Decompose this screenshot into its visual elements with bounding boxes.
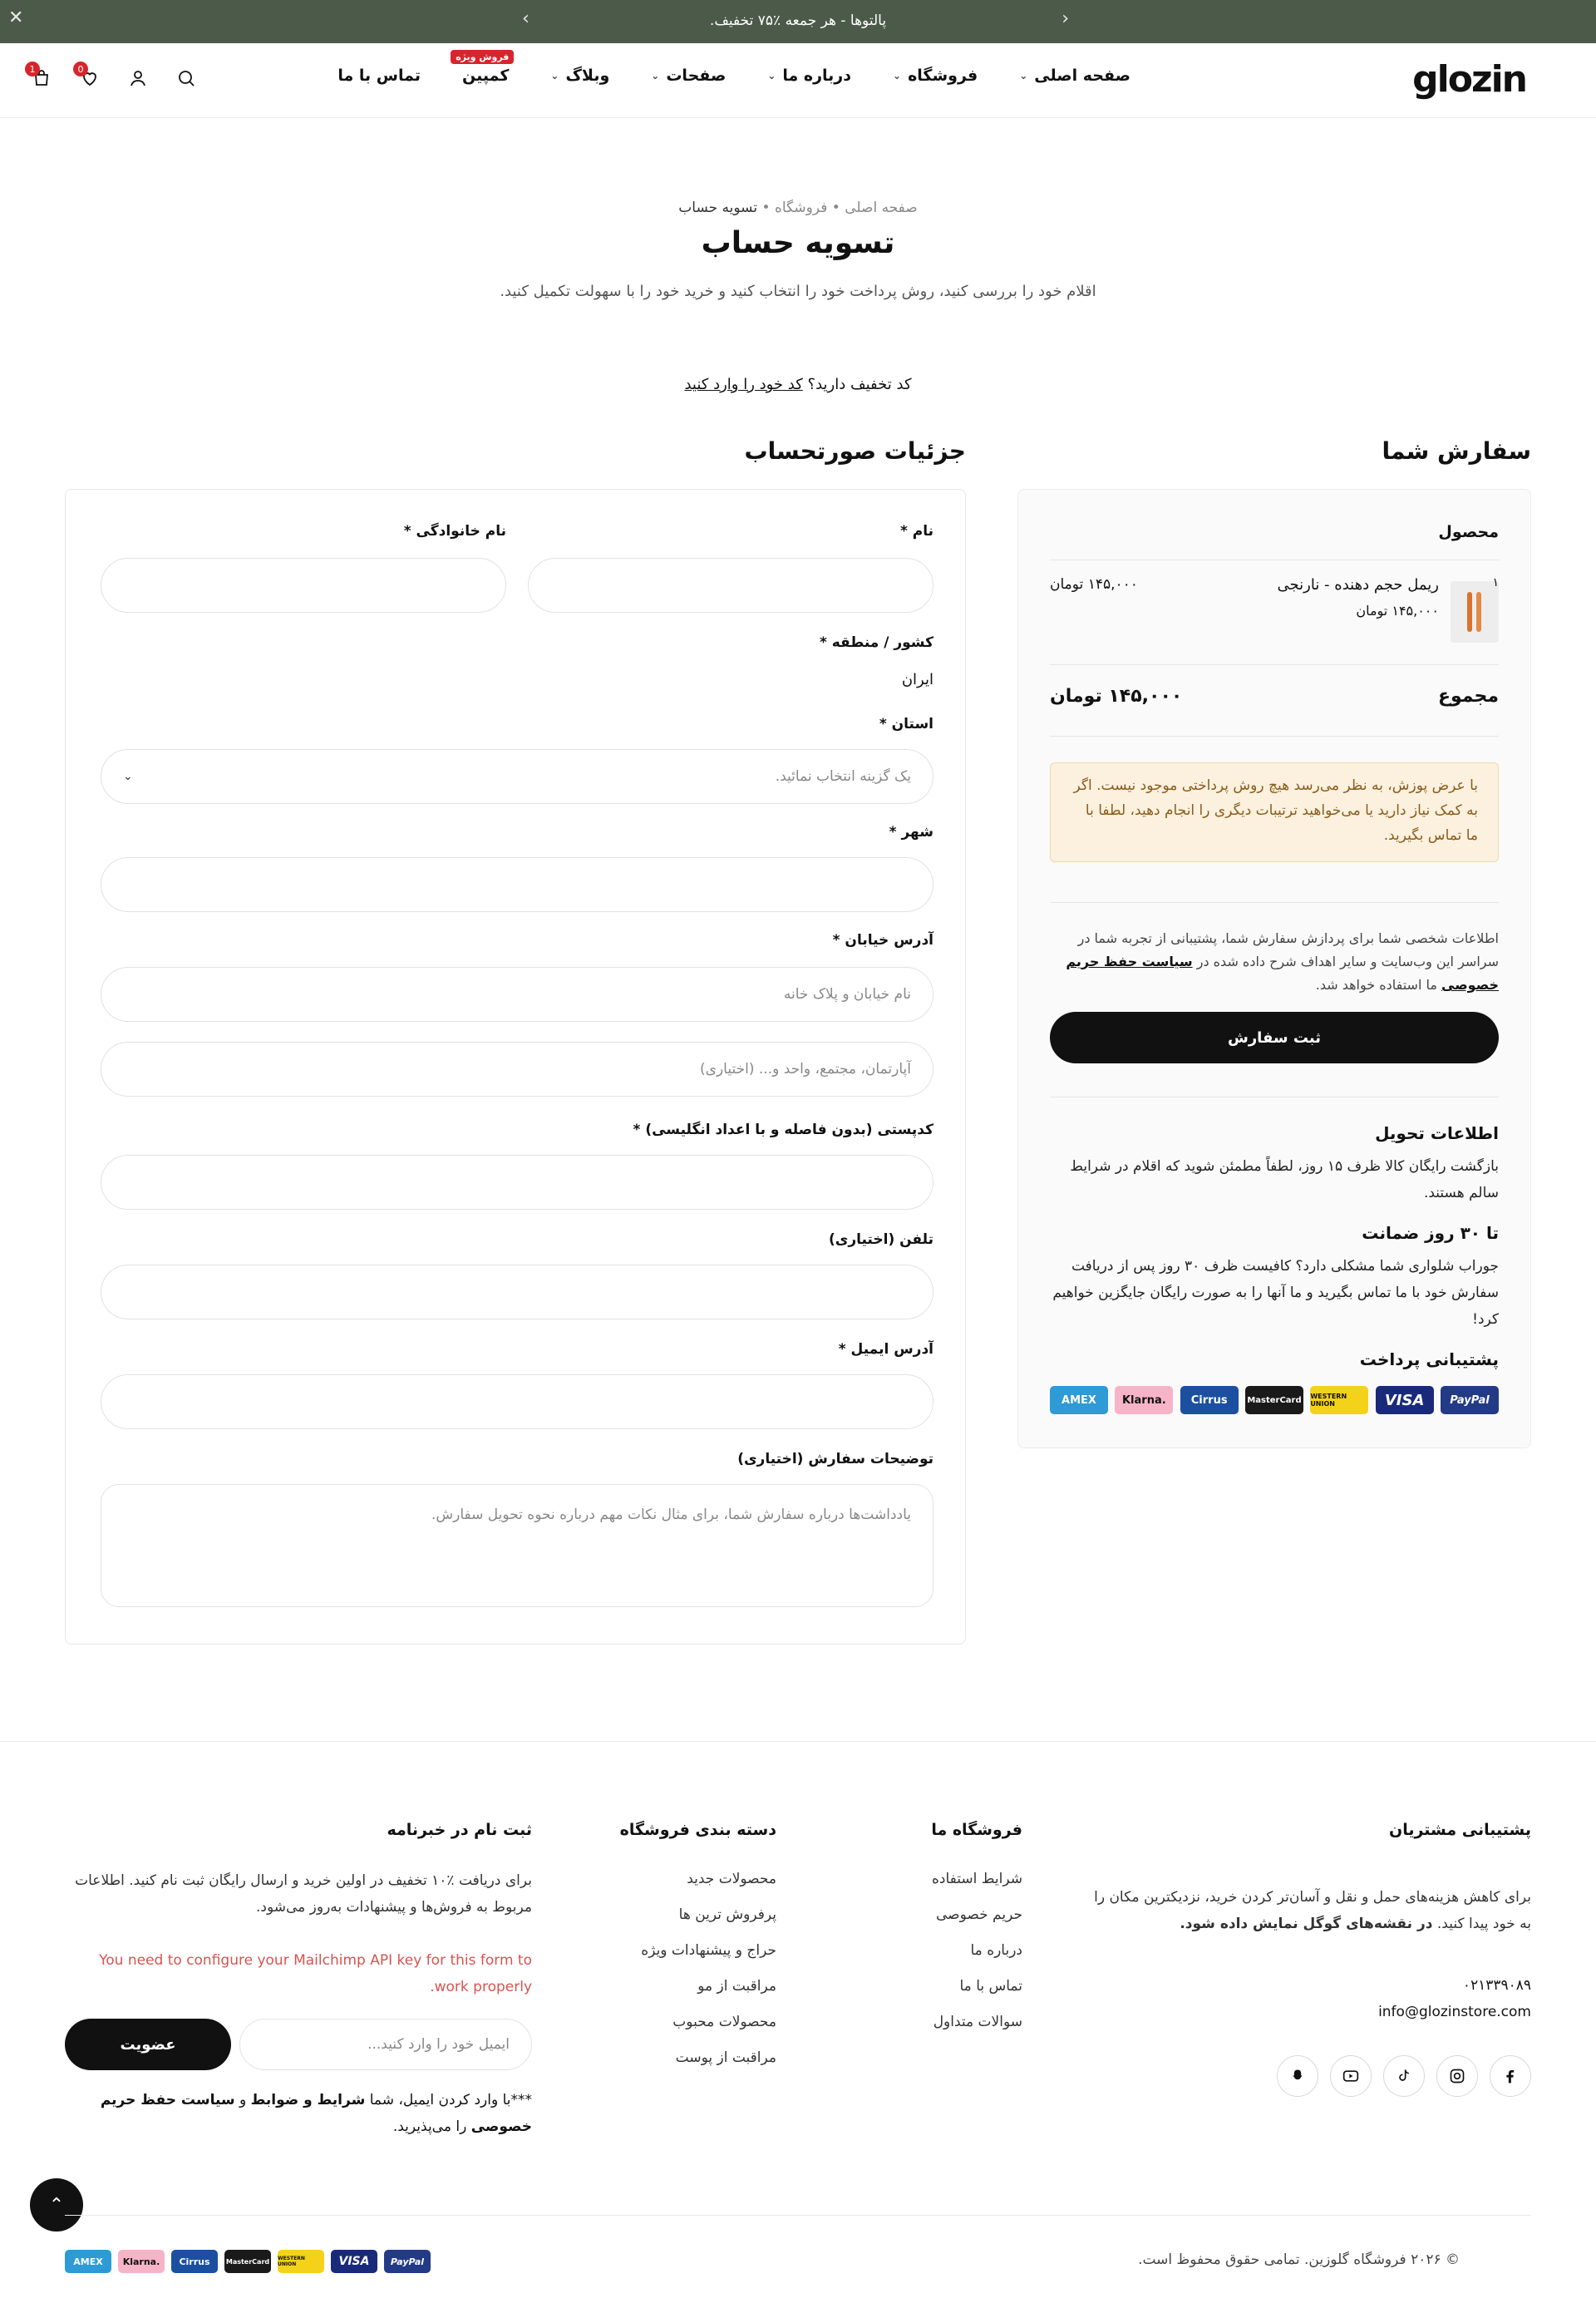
billing-heading: جزئیات صورتحساب — [744, 437, 966, 465]
warranty-title: تا ۳۰ روز ضمانت — [1362, 1223, 1499, 1243]
nav-home[interactable] — [1019, 67, 1130, 85]
breadcrumb-home[interactable]: صفحه اصلی — [845, 200, 918, 216]
nav-contact[interactable] — [337, 67, 421, 85]
consent-and: و — [239, 2092, 247, 2108]
privacy-policy-link[interactable]: سیاست حفظ حریم خصوصی — [1066, 954, 1499, 993]
street2-input[interactable] — [101, 1042, 933, 1097]
search-button[interactable] — [175, 67, 198, 90]
last-name-label: نام خانوادگی * — [403, 523, 506, 540]
nav-campaign-label: کمپین — [461, 67, 510, 85]
coupon-link[interactable]: کد خود را وارد کنید — [684, 376, 803, 393]
warranty-text: جوراب شلواری شما مشکلی دارد؟ کافیست ظرف ۳۰ روز پس از دریافت سفارش خود با ما تماس بگیرید و ما آنها را به صورت رایگان جایگزین خواهیم کرد! — [1052, 1258, 1499, 1328]
newsletter-placeholder: ایمیل خود را وارد کنید... — [367, 2036, 510, 2053]
chevron-down-icon: ⌄ — [123, 770, 133, 783]
breadcrumb-shop[interactable]: فروشگاه — [774, 200, 828, 216]
footer-categories-title: دسته بندی فروشگاه — [619, 1821, 776, 1839]
western-union-card-icon: WESTERN UNION — [278, 2250, 324, 2273]
youtube-icon — [1342, 2068, 1359, 2084]
newsletter-consent — [65, 2087, 532, 2140]
amex-card-icon: AMEX — [65, 2250, 111, 2273]
street2-placeholder: آپارتمان، مجتمع، واحد و... (اختیاری) — [700, 1061, 911, 1078]
announcement-text: پالتوها - هر جمعه ٪۷۵ تخفیف. — [709, 12, 887, 29]
facebook-button[interactable] — [1490, 2055, 1531, 2097]
arrow-up-icon: ⌃ — [48, 2194, 65, 2216]
footer-link-about[interactable]: درباره ما — [970, 1942, 1022, 1959]
klarna-card-icon: Klarna. — [118, 2250, 165, 2273]
prev-announcement-icon[interactable]: ‹ — [1062, 8, 1069, 29]
order-notes-textarea[interactable] — [101, 1484, 933, 1607]
product-qty: ۱ — [1492, 576, 1499, 589]
footer-link-terms[interactable]: شرایط استفاده — [932, 1871, 1022, 1887]
breadcrumb-separator: • — [757, 200, 771, 216]
notes-placeholder: یادداشت‌ها درباره سفارش شما، برای مثال نکات مهم درباره نحوه تحویل سفارش. — [431, 1507, 911, 1523]
nav-home-label: صفحه اصلی — [1034, 67, 1130, 85]
first-name-input[interactable] — [528, 558, 933, 613]
footer-bottom-divider — [65, 2215, 1531, 2216]
nav-blog[interactable] — [550, 67, 609, 85]
close-announcement-icon[interactable]: ✕ — [8, 7, 24, 28]
support-email[interactable]: info@glozinstore.com — [1378, 2004, 1531, 2020]
site-header — [0, 43, 1596, 118]
breadcrumb-current: تسویه حساب — [678, 200, 758, 216]
footer-newsletter-title: ثبت نام در خبرنامه — [387, 1821, 532, 1839]
cirrus-card-icon: Cirrus — [171, 2250, 218, 2273]
chevron-down-icon: ⌄ — [893, 70, 902, 81]
nav-about-label: درباره ما — [782, 67, 851, 85]
country-label: کشور / منطقه * — [819, 634, 933, 651]
breadcrumb-separator: • — [827, 200, 840, 216]
mastercard-card-icon: MasterCard — [224, 2250, 271, 2273]
nav-contact-label: تماس با ما — [337, 67, 421, 85]
footer-link-best-sellers[interactable]: پرفروش ترین ها — [678, 1906, 776, 1923]
page-title: تسویه حساب — [701, 226, 895, 260]
email-input[interactable] — [101, 1374, 933, 1429]
order-heading: سفارش شما — [1382, 437, 1531, 465]
account-button[interactable] — [126, 67, 150, 90]
divider — [1050, 902, 1499, 903]
nav-shop-label: فروشگاه — [908, 67, 978, 85]
paypal-card-icon: PayPal — [1441, 1386, 1499, 1414]
nav-pages[interactable] — [651, 67, 726, 85]
cart-count-badge: 1 — [25, 62, 40, 76]
nav-blog-label: وبلاگ — [565, 67, 610, 85]
delivery-info-text: بازگشت رایگان کالا ظرف ۱۵ روز، لطفاً مطمئن شوید که اقلام در شرایط سالم هستند. — [1070, 1158, 1499, 1201]
western-union-card-icon: WESTERN UNION — [1310, 1386, 1368, 1414]
tiktok-button[interactable] — [1383, 2055, 1425, 2097]
header-icons — [29, 63, 198, 90]
city-input[interactable] — [101, 857, 933, 912]
wishlist-count-badge: 0 — [73, 62, 88, 76]
wishlist-button[interactable] — [77, 63, 101, 90]
nav-shop[interactable] — [893, 67, 978, 85]
cart-button[interactable] — [29, 63, 53, 90]
street-label: آدرس خیابان * — [832, 932, 933, 949]
subscribe-button[interactable]: عضویت — [65, 2019, 231, 2070]
phone-input[interactable] — [101, 1265, 933, 1319]
scroll-to-top-button[interactable] — [30, 2178, 83, 2232]
newsletter-privacy-link[interactable]: سیاست حفظ حریم خصوصی — [100, 2092, 532, 2135]
last-name-input[interactable] — [101, 558, 506, 613]
youtube-button[interactable] — [1330, 2055, 1372, 2097]
paypal-card-icon: PayPal — [384, 2250, 431, 2273]
nav-about[interactable] — [767, 67, 851, 85]
search-icon — [176, 68, 196, 88]
visa-card-icon: VISA — [1376, 1386, 1434, 1414]
state-label: استان * — [879, 716, 933, 732]
first-name-label: نام * — [899, 523, 933, 540]
postcode-label: کدپستی (بدون فاصله و با اعداد انگلیسی) * — [633, 1122, 933, 1138]
footer-link-skin-care[interactable]: مراقبت از پوست — [675, 2049, 776, 2066]
divider — [1050, 664, 1499, 665]
divider — [1050, 736, 1499, 737]
privacy-text: اطلاعات شخصی شما برای پردازش سفارش شما، پشتیبانی از تجربه شما در سراسر این وب‌سایت و سایر اهداف شرح داده شده در — [1077, 930, 1499, 969]
product-unit-price: ۱۴۵,۰۰۰ تومان — [1356, 603, 1439, 619]
product-line-total: ۱۴۵,۰۰۰ تومان — [1050, 576, 1138, 593]
total-value: ۱۴۵,۰۰۰ تومان — [1050, 686, 1183, 707]
footer-link-privacy[interactable]: حریم خصوصی — [936, 1906, 1022, 1923]
footer-link-contact[interactable]: تماس با ما — [959, 1978, 1022, 1995]
billing-form — [65, 489, 966, 1645]
mailchimp-warning: You need to configure your Mailchimp API key for this form to work properly. — [99, 1952, 532, 1995]
cirrus-card-icon: Cirrus — [1180, 1386, 1239, 1414]
place-order-button[interactable]: ثبت سفارش — [1050, 1012, 1499, 1063]
snapchat-icon — [1289, 2068, 1306, 2084]
footer-link-hair-care[interactable]: مراقبت از مو — [697, 1978, 776, 1995]
copyright-text: © ۲۰۲۶ فروشگاه گلوزین. تمامی حقوق محفوظ است. — [1138, 2251, 1460, 2268]
consent-suffix: را می‌پذیرید. — [392, 2118, 467, 2135]
facebook-icon — [1502, 2068, 1519, 2084]
chevron-down-icon: ⌄ — [767, 70, 776, 81]
support-phone[interactable]: ۰۲۱۳۳۹۰۸۹ — [1462, 1977, 1531, 1994]
product-thumbnail — [1451, 581, 1499, 643]
footer-store-title: فروشگاه ما — [931, 1821, 1022, 1839]
country-value: ایران — [901, 671, 933, 688]
mascara-product-image — [1462, 589, 1487, 635]
main-nav — [296, 52, 1130, 85]
coupon-question: کد تخفیف دارید؟ — [807, 376, 912, 393]
no-payment-alert: با عرض پوزش، به نظر می‌رسد هیچ روش پرداختی موجود نیست. اگر به کمک نیاز دارید یا می‌خواهید ترتیبات دیگری را انجام دهید، لطفا با ما تماس بگیرید. — [1050, 762, 1499, 862]
consent-prefix: ***با وارد کردن ایمیل، شما — [369, 2092, 532, 2108]
footer-payment-cards — [65, 2250, 431, 2273]
payment-support-title: پشتیبانی پرداخت — [1359, 1349, 1499, 1369]
phone-label: تلفن (اختیاری) — [828, 1231, 933, 1248]
visa-card-icon: VISA — [331, 2250, 377, 2273]
google-maps-link[interactable]: در نقشه‌های گوگل نمایش داده شود. — [1180, 1916, 1433, 1932]
chevron-down-icon: ⌄ — [550, 70, 559, 81]
footer-link-new-products[interactable]: محصولات جدید — [687, 1871, 776, 1887]
street-placeholder: نام خیابان و پلاک خانه — [783, 986, 911, 1003]
privacy-suffix: ما استفاده خواهد شد. — [1315, 977, 1437, 993]
product-column-header: محصول — [1438, 523, 1499, 541]
nav-campaign[interactable] — [456, 52, 510, 85]
announcement-bar — [0, 0, 1596, 43]
footer-link-faq[interactable]: سوالات متداول — [933, 2014, 1022, 2030]
logo[interactable]: glozin — [1412, 58, 1526, 101]
user-icon — [128, 68, 148, 88]
amex-card-icon: AMEX — [1050, 1386, 1108, 1414]
city-label: شهر * — [889, 824, 933, 841]
newsletter-text: برای دریافت ٪۱۰ تخفیف در اولین خرید و ارسال رایگان ثبت نام کنید. اطلاعات مربوط به فروش‌ها و پیشنهادات به‌روز می‌شود. — [75, 1872, 532, 1916]
total-label: مجموع — [1437, 686, 1499, 707]
nav-pages-label: صفحات — [666, 67, 727, 85]
state-select[interactable] — [101, 749, 933, 804]
chevron-down-icon: ⌄ — [1019, 70, 1028, 81]
state-placeholder: یک گزینه انتخاب نمائید. — [775, 768, 911, 785]
privacy-notice — [1050, 927, 1499, 997]
snapchat-button[interactable] — [1277, 2055, 1318, 2097]
product-name[interactable]: ریمل حجم دهنده - نارنجی — [1277, 576, 1439, 594]
instagram-icon — [1449, 2068, 1465, 2084]
next-announcement-icon[interactable]: › — [522, 8, 530, 29]
payment-cards — [1050, 1386, 1499, 1414]
sale-badge: فروش ویژه — [451, 50, 514, 64]
footer-divider — [0, 1741, 1596, 1742]
support-text: برای کاهش هزینه‌های حمل و نقل و آسان‌تر کردن خرید، نزدیکترین مکان را به خود پیدا کنید. — [1094, 1889, 1531, 1932]
email-label: آدرس ایمیل * — [838, 1341, 933, 1358]
breadcrumb — [0, 200, 1596, 216]
klarna-card-icon: Klarna. — [1115, 1386, 1173, 1414]
terms-link[interactable]: شرایط و ضوابط — [250, 2092, 366, 2108]
tiktok-icon — [1396, 2068, 1412, 2084]
chevron-down-icon: ⌄ — [651, 70, 660, 81]
order-summary — [1017, 489, 1531, 1448]
postcode-input[interactable] — [101, 1155, 933, 1210]
instagram-button[interactable] — [1436, 2055, 1478, 2097]
footer-support-text — [1082, 1884, 1531, 1937]
footer-link-sale[interactable]: حراج و پیشنهادات ویژه — [641, 1942, 776, 1959]
footer-link-popular[interactable]: محصولات محبوب — [672, 2014, 776, 2030]
mastercard-card-icon: MasterCard — [1245, 1386, 1303, 1414]
newsletter-email-input[interactable] — [239, 2019, 532, 2070]
footer-support-title: پشتیبانی مشتریان — [1389, 1821, 1531, 1839]
page-subtitle: اقلام خود را بررسی کنید، روش پرداخت خود را انتخاب کنید و خرید خود را با سهولت تکمیل کنید. — [500, 283, 1096, 300]
coupon-toggle — [0, 376, 1596, 393]
street-input[interactable] — [101, 967, 933, 1022]
delivery-info-title: اطلاعات تحویل — [1375, 1123, 1499, 1143]
notes-label: توضیحات سفارش (اختیاری) — [737, 1451, 933, 1467]
